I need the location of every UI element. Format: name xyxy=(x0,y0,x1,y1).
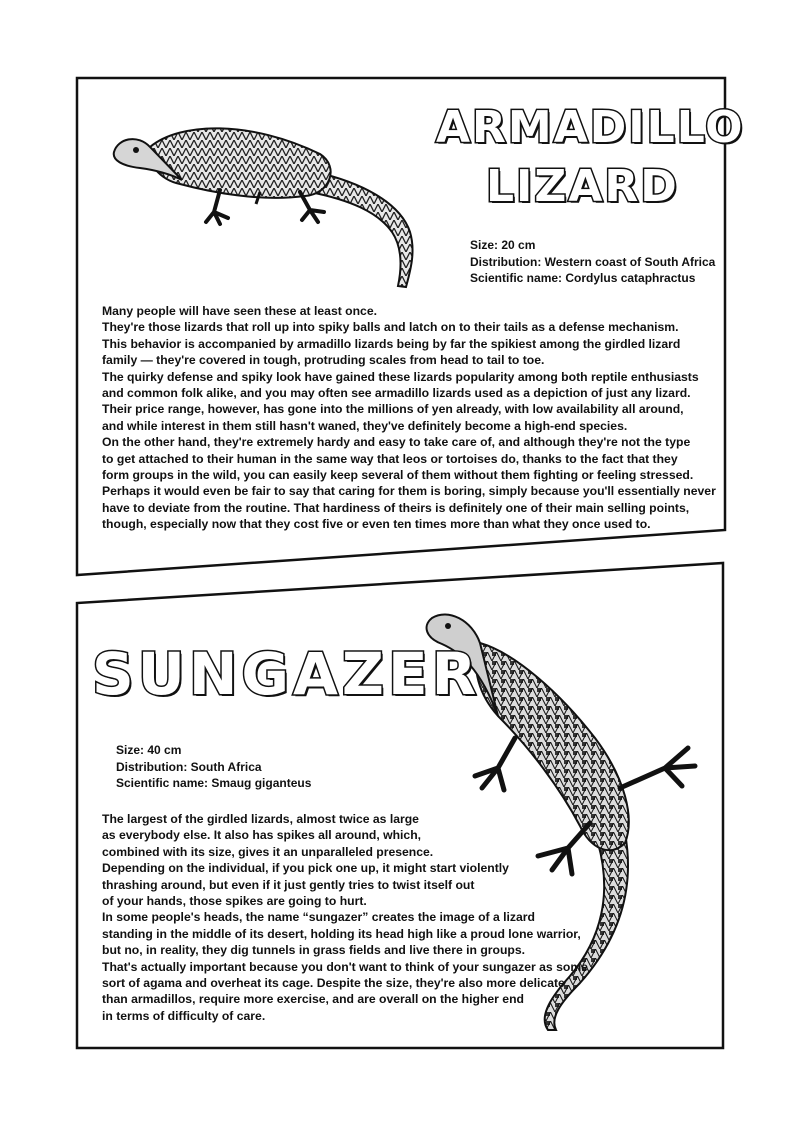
text-line: Depending on the individual, if you pick one up, it might start violently xyxy=(102,861,509,876)
sungazer-title: SUNGAZER xyxy=(92,640,481,708)
text-line: Many people will have seen these at least once. xyxy=(102,304,377,318)
sungazer-description xyxy=(102,811,588,1024)
sungazer-size: Size: 40 cm xyxy=(116,743,182,757)
text-line: family — they're covered in tough, protruding scales from head to tail to toe. xyxy=(102,353,545,368)
text-line: in terms of difficulty of care. xyxy=(102,1008,266,1023)
armadillo-lizard-illustration xyxy=(110,92,440,292)
armadillo-specs xyxy=(470,237,715,287)
sungazer-scientific-name: Scientific name: Smaug giganteus xyxy=(116,776,312,790)
text-line: standing in the middle of its desert, holding its head high like a proud lone warrior, xyxy=(102,926,581,941)
text-line: Their price range, however, has gone into the millions of yen already, with low availability all around, xyxy=(102,402,684,417)
text-line: have to deviate from the routine. That hardiness of theirs is definitely one of their main selling points, xyxy=(102,500,690,515)
text-line: That's actually important because you don't want to think of your sungazer as some xyxy=(102,959,588,974)
armadillo-size: Size: 20 cm xyxy=(470,238,536,252)
text-line: This behavior is accompanied by armadillo lizards being by far the spikiest among the girdled lizard xyxy=(102,336,681,351)
text-line: of your hands, those spikes are going to hurt. xyxy=(102,894,367,909)
text-line: sort of agama and overheat its cage. Despite the size, they're also more delicate xyxy=(102,976,565,991)
text-line: The quirky defense and spiky look have gained these lizards popularity among both reptile enthusiasts xyxy=(102,369,699,384)
text-line: as everybody else. It also has spikes all around, which, xyxy=(102,828,422,843)
sungazer-distribution: Distribution: South Africa xyxy=(116,759,262,774)
text-line: though, especially now that they cost five or even ten times more than what they once used to. xyxy=(102,517,651,532)
text-line: On the other hand, they're extremely hardy and easy to take care of, and although they're not the type xyxy=(102,435,691,450)
text-line: combined with its size, gives it an unparalleled presence. xyxy=(102,844,434,859)
text-line: They're those lizards that roll up into spiky balls and latch on to their tails as a defense mechanism. xyxy=(102,320,679,335)
text-line: and common folk alike, and you may often see armadillo lizards used as a depiction of just any lizard. xyxy=(102,386,691,401)
sungazer-specs xyxy=(116,742,311,792)
armadillo-title-line1: ARMADILLO xyxy=(436,102,745,153)
armadillo-description xyxy=(102,303,716,533)
text-line: In some people's heads, the name “sungazer” creates the image of a lizard xyxy=(102,910,535,925)
text-line: to get attached to their human in the same way that leos or tortoises do, thanks to the fact that they xyxy=(102,451,678,466)
armadillo-scientific-name: Scientific name: Cordylus cataphractus xyxy=(470,271,696,285)
text-line: but no, in reality, they dig tunnels in grass fields and live there in groups. xyxy=(102,943,526,958)
text-line: Perhaps it would even be fair to say that caring for them is boring, simply because you'll essentially never xyxy=(102,484,716,499)
text-line: and while interest in them still hasn't waned, they've definitely become a high-end species. xyxy=(102,418,628,433)
armadillo-distribution: Distribution: Western coast of South Africa xyxy=(470,254,716,269)
text-line: thrashing around, but even if it just gently tries to twist itself out xyxy=(102,877,475,892)
text-line: form groups in the wild, you can easily keep several of them without them fighting or feeling stressed. xyxy=(102,468,694,483)
armadillo-title-line2: LIZARD xyxy=(486,161,679,212)
text-line: The largest of the girdled lizards, almost twice as large xyxy=(102,812,419,826)
text-line: than armadillos, require more exercise, and are overall on the higher end xyxy=(102,992,524,1007)
